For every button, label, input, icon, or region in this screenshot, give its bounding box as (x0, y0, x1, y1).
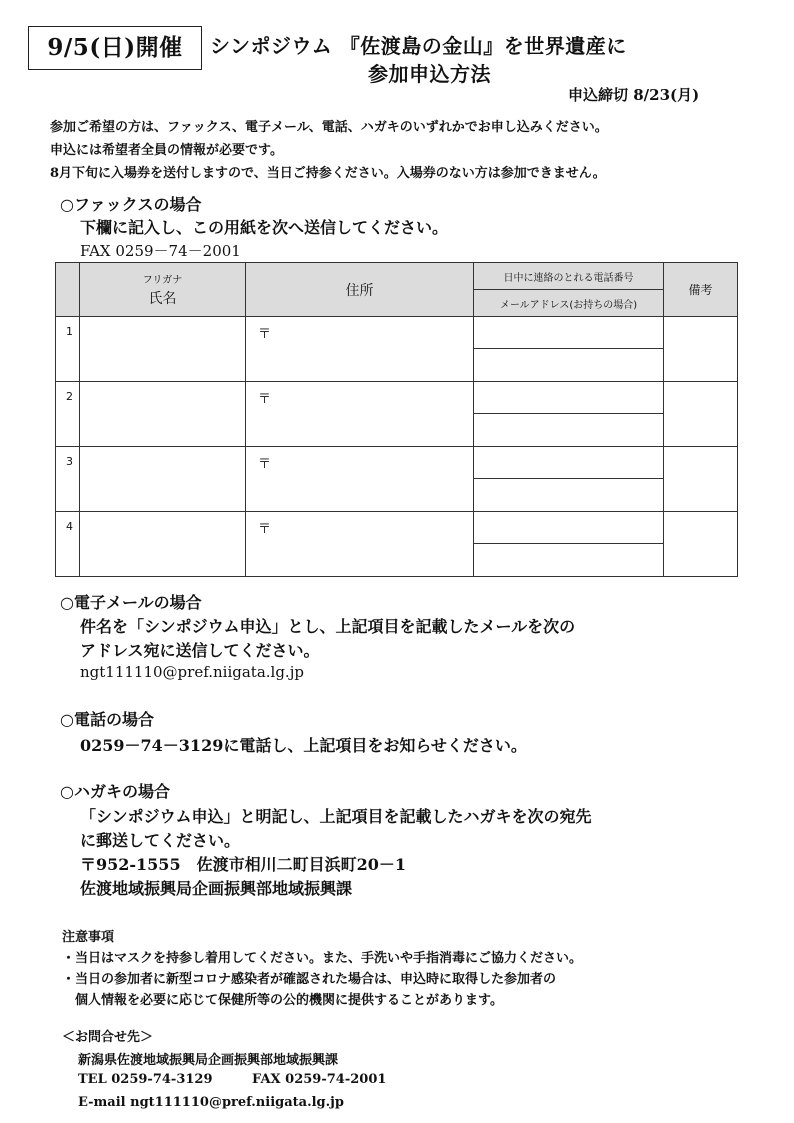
fax-instruction: 下欄に記入し、この用紙を次へ送信してください。 (80, 218, 449, 237)
postcard-recipient: 佐渡地域振興局企画振興部地域振興課 (80, 879, 353, 898)
name-cell[interactable] (80, 447, 246, 512)
intro-line-3: 8月下旬に入場券を送付しますので、当日ご持参ください。入場券のない方は参加できません。 (50, 166, 606, 181)
intro-line-2: 申込には希望者全員の情報が必要です。 (50, 143, 283, 158)
phone-cell[interactable] (474, 447, 664, 479)
contact-fax: FAX 0259-74-2001 (252, 1072, 387, 1087)
table-row (56, 512, 738, 544)
page-subtitle: 参加申込方法 (368, 62, 491, 86)
table-header-email: メールアドレス(お持ちの場合) (474, 290, 664, 317)
table-header-name (80, 263, 246, 317)
contact-tel: TEL 0259-74-3129 (78, 1072, 213, 1087)
note-item: ・当日はマスクを持参し着用してください。また、手洗いや手指消毒にご協力ください。 (62, 951, 583, 966)
name-cell[interactable] (80, 512, 246, 577)
note-item: 個人情報を必要に応じて保健所等の公的機関に提供することがあります。 (62, 993, 503, 1008)
address-cell[interactable]: 〒 (246, 512, 474, 577)
email-cell[interactable] (474, 479, 664, 512)
page-title: シンポジウム 『佐渡島の金山』を世界遺産に (210, 34, 627, 58)
remarks-cell[interactable] (664, 382, 738, 447)
email-cell[interactable] (474, 544, 664, 577)
remarks-cell[interactable] (664, 317, 738, 382)
address-cell[interactable]: 〒 (246, 317, 474, 382)
phone-cell[interactable] (474, 512, 664, 544)
email-heading: ○電子メールの場合 (60, 593, 202, 612)
phone-cell[interactable] (474, 382, 664, 414)
fax-heading: ○ファックスの場合 (60, 195, 202, 214)
postcard-heading: ○ハガキの場合 (60, 782, 170, 801)
contact-organization: 新潟県佐渡地域振興局企画振興部地域振興課 (78, 1053, 339, 1068)
furigana-label: フリガナ (142, 275, 183, 286)
remarks-cell[interactable] (664, 447, 738, 512)
address-cell[interactable]: 〒 (246, 382, 474, 447)
phone-instruction: 0259－74－3129に電話し、上記項目をお知らせください。 (80, 736, 527, 755)
notes-title: 注意事項 (62, 930, 115, 945)
name-label: 氏名 (148, 291, 177, 307)
fax-number: FAX 0259－74－2001 (80, 242, 241, 260)
email-cell[interactable] (474, 414, 664, 447)
table-row (56, 447, 738, 479)
note-item: ・当日の参加者に新型コロナ感染者が確認された場合は、申込時に取得した参加者の (62, 972, 557, 987)
name-cell[interactable] (80, 382, 246, 447)
phone-heading: ○電話の場合 (60, 710, 154, 729)
table-header-number (56, 263, 80, 317)
row-number: 3 (56, 447, 80, 512)
application-form-table (55, 262, 738, 577)
contact-email[interactable]: E-mail ngt111110@pref.niigata.lg.jp (78, 1095, 344, 1110)
address-cell[interactable]: 〒 (246, 447, 474, 512)
email-cell[interactable] (474, 349, 664, 382)
contact-title: ＜お問合せ先＞ (62, 1030, 154, 1045)
row-number: 4 (56, 512, 80, 577)
table-header-phone: 日中に連絡のとれる電話番号 (474, 263, 664, 290)
email-instruction-2: アドレス宛に送信してください。 (80, 641, 320, 660)
email-address[interactable]: ngt111110@pref.niigata.lg.jp (80, 663, 304, 681)
table-row (56, 317, 738, 349)
event-date-badge: 9/5(日)開催 (28, 26, 202, 70)
phone-cell[interactable] (474, 317, 664, 349)
table-row (56, 382, 738, 414)
postcard-instruction-1: 「シンポジウム申込」と明記し、上記項目を記載したハガキを次の宛先 (80, 807, 592, 826)
table-header-address: 住所 (246, 263, 474, 317)
remarks-cell[interactable] (664, 512, 738, 577)
table-header-remarks: 備考 (664, 263, 738, 317)
email-instruction-1: 件名を「シンポジウム申込」とし、上記項目を記載したメールを次の (80, 617, 576, 636)
postcard-instruction-2: に郵送してください。 (80, 831, 241, 850)
row-number: 2 (56, 382, 80, 447)
name-cell[interactable] (80, 317, 246, 382)
application-deadline: 申込締切 8/23(月) (568, 86, 700, 104)
row-number: 1 (56, 317, 80, 382)
postcard-address: 〒952-1555 佐渡市相川二町目浜町20－1 (80, 855, 406, 874)
intro-line-1: 参加ご希望の方は、ファックス、電子メール、電話、ハガキのいずれかでお申し込みください。 (50, 120, 608, 135)
